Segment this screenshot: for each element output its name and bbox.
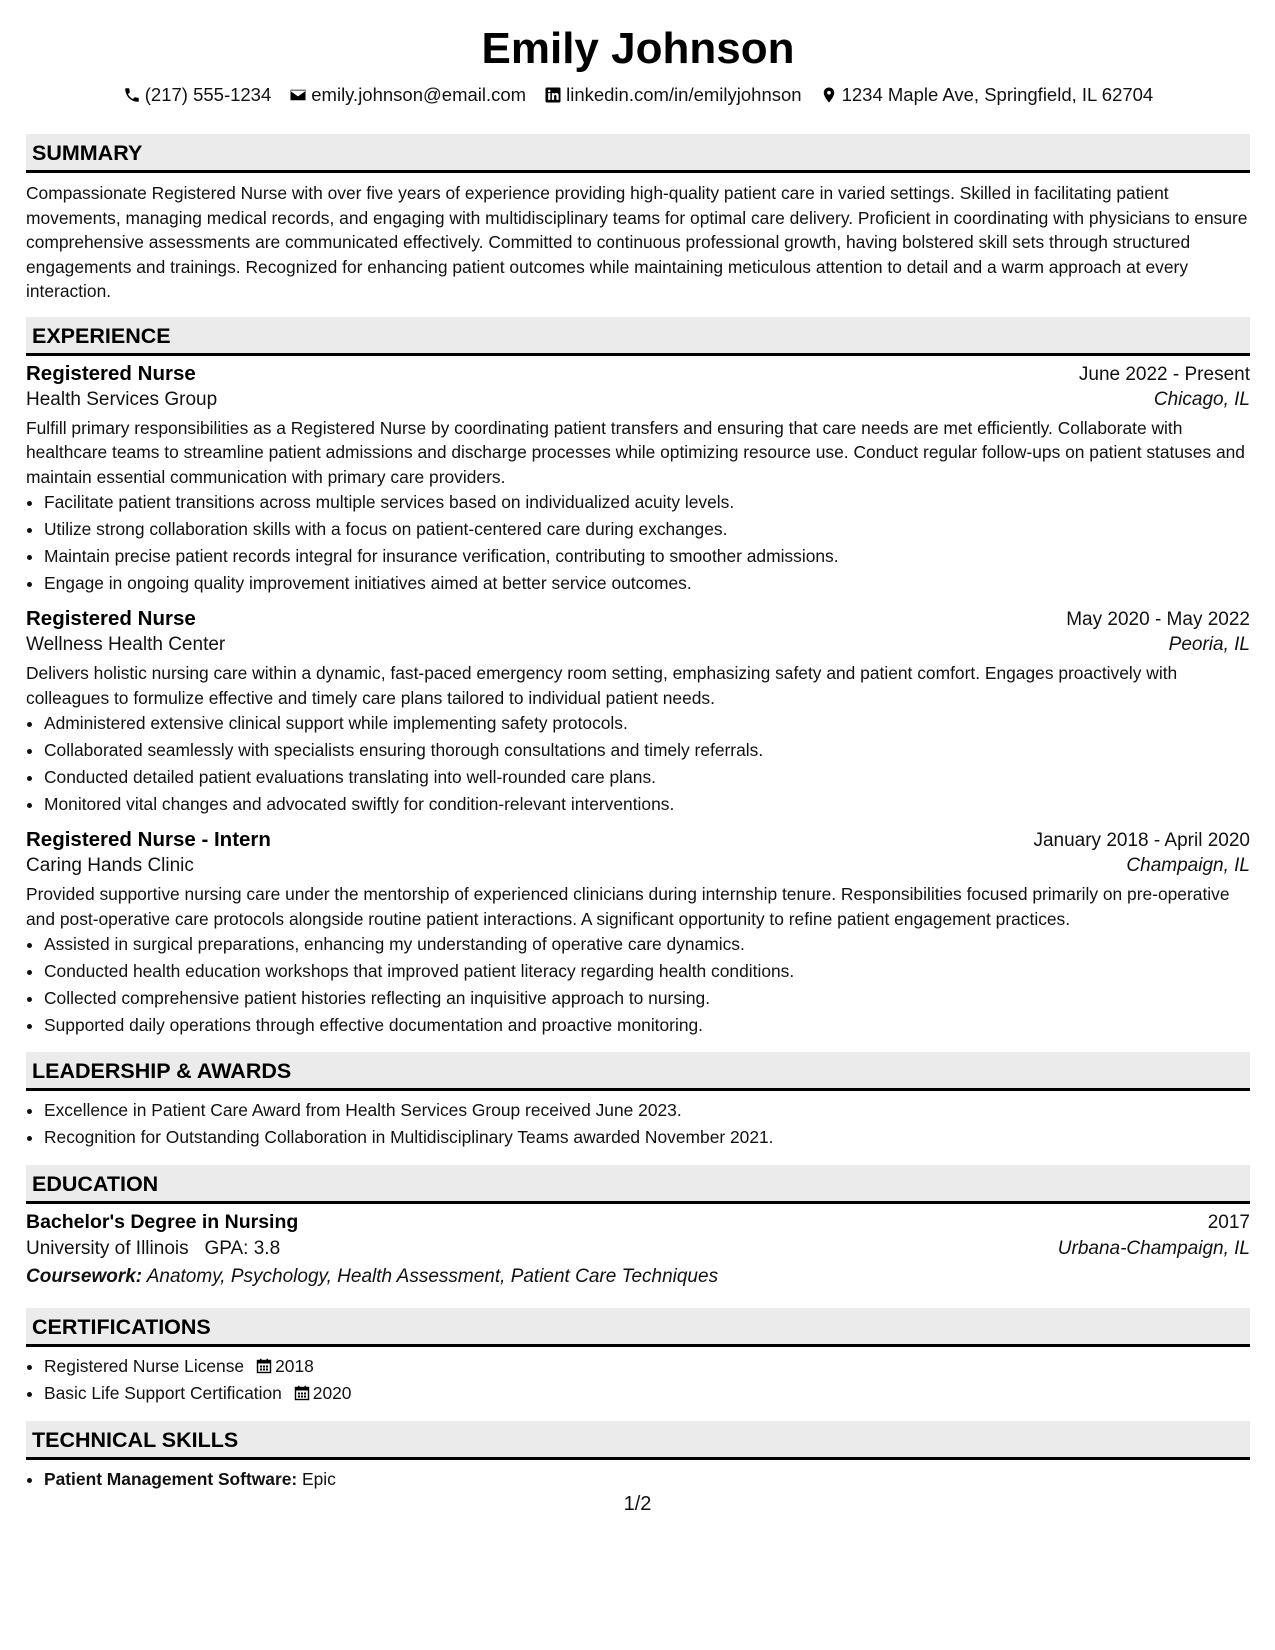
list-item	[44, 1466, 1250, 1493]
job-dates: May 2020 - May 2022	[1066, 609, 1250, 630]
list-item: • Maintain precise patient records integral for insurance verification, contributing to smoother admissions.	[44, 543, 1250, 570]
job-bullets	[26, 489, 1250, 597]
contact-address	[820, 82, 1154, 108]
resume-page	[26, 0, 1250, 1493]
address-text: 1234 Maple Ave, Springfield, IL 62704	[841, 84, 1154, 105]
job-entry	[26, 362, 1250, 598]
calendar-icon	[294, 1385, 310, 1401]
phone-text: (217) 555-1234	[144, 84, 272, 105]
calendar-icon	[256, 1358, 272, 1374]
list-item: • Engage in ongoing quality improvement initiatives aimed at better service outcomes.	[44, 570, 1250, 597]
list-item: • Collaborated seamlessly with specialists ensuring thorough consultations and timely referrals.	[44, 737, 1250, 764]
school-name: University of Illinois	[26, 1238, 189, 1259]
contact-phone	[123, 82, 272, 108]
section-heading: LEADERSHIP & AWARDS	[26, 1052, 1250, 1091]
job-org: Health Services Group	[26, 388, 218, 410]
job-location: Champaign, IL	[1126, 855, 1250, 876]
linkedin-text: linkedin.com/in/emilyjohnson	[566, 84, 802, 105]
section-heading: EDUCATION	[26, 1165, 1250, 1204]
list-item: • Administered extensive clinical support while implementing safety protocols.	[44, 710, 1250, 737]
job-dates: January 2018 - April 2020	[1033, 830, 1250, 851]
school-line	[26, 1238, 280, 1260]
certification-name: Basic Life Support Certification	[44, 1383, 282, 1403]
summary-section	[26, 134, 1250, 304]
job-dates: June 2022 - Present	[1078, 363, 1250, 385]
job-title: Registered Nurse	[26, 361, 196, 385]
section-heading: TECHNICAL SKILLS	[26, 1421, 1250, 1460]
job-location: Chicago, IL	[1153, 388, 1250, 410]
experience-section	[26, 317, 1250, 1040]
job-org: Wellness Health Center	[26, 634, 226, 655]
job-description: Delivers holistic nursing care within a dynamic, fast-paced emergency room setting, emphasizing safety and patient comfort. Engages proactively with colleagues to formulize effective and timely care plans tailored to individual patient needs.	[26, 663, 1178, 708]
job-description: Fulfill primary responsibilities as a Registered Nurse by coordinating patient transfers and ensuring that care needs are met efficiently. Collaborate with healthcare teams to streamline patient admissions and discharge processes while optimizing resource use. Conduct regular follow-ups on patient statuses and maintain essential communication with primary care providers.	[26, 417, 1245, 487]
list-item	[44, 1380, 1250, 1407]
skills-section	[26, 1421, 1250, 1493]
list-item: • Supported daily operations through effective documentation and proactive monitoring.	[44, 1012, 1250, 1039]
certification-year: 2018	[275, 1356, 314, 1376]
list-item: • Conducted health education workshops that improved patient literacy regarding health conditions.	[44, 958, 1250, 985]
certifications-section	[26, 1308, 1250, 1407]
job-description: Provided supportive nursing care under the mentorship of experienced clinicians during internship tenure. Responsibilities focused primarily on pre-operative and post-operative care protocols alongside routine patient interactions. A significant opportunity to refine patient engagement practices.	[26, 884, 1230, 929]
skill-label: Patient Management Software:	[44, 1469, 298, 1489]
email-text: emily.johnson@email.com	[311, 84, 527, 105]
phone-icon	[123, 86, 141, 104]
contact-bar	[26, 82, 1250, 108]
list-item	[44, 1353, 1250, 1380]
job-title: Registered Nurse - Intern	[26, 828, 271, 851]
section-heading: EXPERIENCE	[26, 317, 1250, 356]
leadership-section	[26, 1052, 1250, 1151]
gpa: GPA: 3.8	[204, 1238, 281, 1259]
education-location: Urbana-Champaign, IL	[1057, 1238, 1250, 1259]
job-title: Registered Nurse	[26, 607, 196, 630]
list-item: • Conducted detailed patient evaluations translating into well-rounded care plans.	[44, 764, 1250, 791]
list-item: • Monitored vital changes and advocated swiftly for condition-relevant interventions.	[44, 791, 1250, 818]
candidate-name: Emily Johnson	[481, 24, 795, 73]
job-bullets	[26, 931, 1250, 1039]
contact-email[interactable]	[289, 82, 526, 108]
page-number: 1/2	[623, 1493, 652, 1515]
list-item: • Utilize strong collaboration skills with a focus on patient-centered care during exchanges.	[44, 516, 1250, 543]
list-item: • Recognition for Outstanding Collaboration in Multidisciplinary Teams awarded November 2021.	[44, 1124, 1250, 1151]
job-location: Peoria, IL	[1168, 634, 1250, 655]
skill-value: Epic	[302, 1469, 336, 1489]
list-item: • Collected comprehensive patient histories reflecting an inquisitive approach to nursing.	[44, 985, 1250, 1012]
job-org: Caring Hands Clinic	[26, 855, 194, 876]
job-entry	[26, 607, 1250, 818]
certification-year: 2020	[312, 1383, 352, 1403]
job-bullets	[26, 710, 1250, 818]
list-item: • Excellence in Patient Care Award from Health Services Group received June 2023.	[44, 1097, 1250, 1124]
certification-name: Registered Nurse License	[44, 1356, 245, 1376]
skills-list	[26, 1466, 1250, 1493]
certification-list	[26, 1353, 1250, 1407]
job-entry	[26, 828, 1250, 1039]
map-pin-icon	[820, 86, 838, 104]
list-item: • Facilitate patient transitions across multiple services based on individualized acuity levels.	[44, 489, 1250, 516]
section-heading: CERTIFICATIONS	[26, 1308, 1250, 1347]
list-item: • Assisted in surgical preparations, enhancing my understanding of operative care dynamics.	[44, 931, 1250, 958]
contact-linkedin[interactable]	[544, 82, 801, 108]
degree: Bachelor's Degree in Nursing	[26, 1211, 299, 1233]
coursework-label: Coursework:	[26, 1266, 143, 1287]
linkedin-icon	[544, 86, 562, 104]
award-list	[26, 1097, 1250, 1151]
envelope-icon	[289, 86, 307, 104]
summary-text: Compassionate Registered Nurse with over five years of experience providing high-quality patient care in varied settings. Skilled in facilitating patient movements, managing medical records, and engaging with multidisciplinary teams for optimal care delivery. Proficient in coordinating with physicians to ensure comprehensive assessments are communicated effectively. Committed to continuous professional growth, having bolstered skill sets through structured engagements and trainings. Recognized for enhancing patient outcomes while maintaining meticulous attention to detail and a warm approach at every interaction.	[26, 183, 1248, 301]
education-section	[26, 1165, 1250, 1288]
coursework-text: Anatomy, Psychology, Health Assessment, Patient Care Techniques	[146, 1266, 719, 1287]
section-heading: SUMMARY	[26, 134, 1250, 173]
coursework-line	[26, 1266, 1250, 1288]
education-year: 2017	[1207, 1212, 1250, 1233]
